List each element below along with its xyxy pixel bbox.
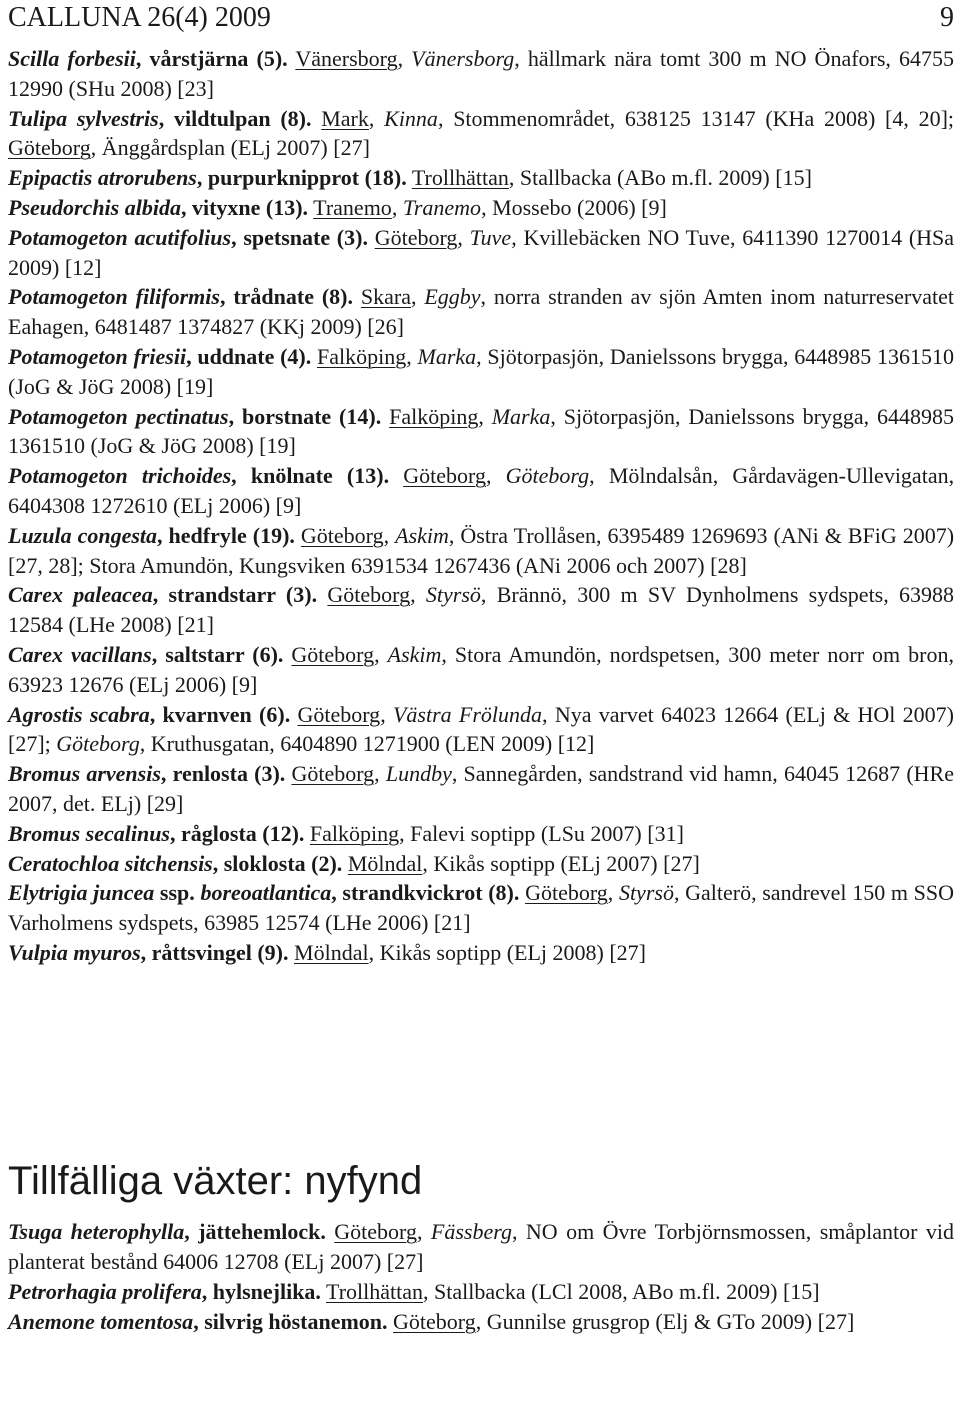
parish: Styrsö (425, 582, 481, 608)
locality-text: Gunnilse grusgrop (Elj & GTo 2009) [27] (486, 1309, 855, 1334)
species-entry: Agrostis scabra, kvarnven (6). Göteborg, Västra Frölunda, Nya varvet 64023 12664 (ELj & HOl 2007) [27]; Göteborg, Kruthusgatan, 6404890 1271900 (LEN 2009) [12] (8, 701, 955, 757)
species-name: Carex paleacea (8, 582, 153, 608)
species-name: Potamogeton acutifolius (8, 224, 232, 250)
trivial-name: hylsnejlika. (212, 1279, 321, 1304)
locality-text: Sjötorpasjön, Danielssons brygga, 6448985 1361510 (JoG & JöG 2008) [19] (8, 403, 955, 459)
municipality-link[interactable]: Göteborg (291, 641, 375, 667)
municipality-link[interactable]: Göteborg (327, 582, 411, 608)
trivial-name: jättehemlock. (198, 1219, 326, 1244)
parish: Lundby (385, 761, 452, 787)
trivial-name: sloklosta (2). (223, 850, 343, 876)
parish: Marka (491, 403, 551, 429)
locality-text: Stommenområdet, 638125 13147 (KHa 2008) [4, 20]; (453, 105, 955, 131)
municipality-link[interactable]: Göteborg (393, 1309, 476, 1334)
trivial-name: hedfryle (19). (168, 522, 295, 548)
locality-text: Stallbacka (ABo m.fl. 2009) [15] (519, 165, 812, 191)
species-entry: Potamogeton pectinatus, borstnate (14). Falköping, Marka, Sjötorpasjön, Danielssons brygga, 6448985 1361510 (JoG & JöG 2008) [19] (8, 403, 955, 459)
trivial-name: purpurknipprot (18). (207, 165, 407, 191)
species-entry: Petrorhagia prolifera, hylsnejlika. Trollhättan, Stallbacka (LCl 2008, ABo m.fl. 2009) [15] (8, 1279, 820, 1304)
subspecies-label: ssp. (159, 880, 195, 906)
municipality-link[interactable]: Trollhättan (326, 1279, 424, 1304)
trivial-name: vityxne (13). (191, 194, 309, 220)
locality-text: norra stranden av sjön Amten inom naturreservatet Eahagen, 6481487 1374827 (KKj 2009) [26] (8, 284, 955, 340)
species-name: Tsuga heterophylla (8, 1219, 185, 1244)
parish: Göteborg (56, 731, 140, 757)
species-name: Luzula congesta (8, 522, 158, 548)
species-entry: Potamogeton acutifolius, spetsnate (3). Göteborg, Tuve, Kvillebäcken NO Tuve, 6411390 1270014 (HSa 2009) [12] (8, 224, 955, 280)
trivial-name: saltstarr (6). (165, 641, 284, 667)
species-name: Potamogeton trichoides (8, 463, 232, 489)
trivial-name: vildtulpan (8). (173, 105, 312, 131)
trivial-name: kvarnven (6). (162, 701, 291, 727)
municipality-link[interactable]: Skara (360, 284, 411, 310)
locality-text: NO om Övre Torbjörnsmossen, småplantor vid planterat bestånd 64006 12708 (ELj 2007) [27] (8, 1219, 954, 1274)
page-number: 9 (940, 2, 954, 33)
locality-text: Änggårdsplan (ELj 2007) [27] (101, 135, 370, 161)
species-name: Anemone tomentosa (8, 1309, 194, 1334)
trivial-name: råglosta (12). (181, 820, 305, 846)
municipality-link[interactable]: Falköping (317, 343, 407, 369)
municipality-link[interactable]: Mark (321, 105, 369, 131)
species-name: Elytrigia juncea (8, 880, 155, 906)
parish: Kinna (384, 105, 438, 131)
municipality-link[interactable]: Falköping (389, 403, 479, 429)
locality-text: Stallbacka (LCl 2008, ABo m.fl. 2009) [15] (434, 1279, 820, 1304)
species-entry: Pseudorchis albida, vityxne (13). Tranemo, Tranemo, Mossebo (2006) [9] (8, 194, 667, 220)
parish: Eggby (424, 284, 481, 310)
parish: Västra Frölunda (392, 701, 543, 727)
species-name: Agrostis scabra (8, 701, 150, 727)
species-name: Potamogeton filiformis (8, 284, 220, 310)
species-entry: Vulpia myuros, råttsvingel (9). Mölndal, Kikås soptipp (ELj 2008) [27] (8, 939, 646, 965)
locality-text: Falevi soptipp (LSu 2007) [31] (410, 820, 684, 846)
municipality-link[interactable]: Mölndal (294, 939, 369, 965)
parish: Vänersborg (411, 46, 515, 71)
species-entry: Bromus arvensis, renlosta (3). Göteborg, Lundby, Sannegården, sandstrand vid hamn, 64045 12687 (HRe 2007, det. ELj) [29] (8, 761, 954, 816)
trivial-name: renlosta (3). (172, 761, 286, 787)
trivial-name: spetsnate (3). (243, 224, 368, 250)
locality-text: Mölndalsån, Gårdavägen-Ullevigatan, 6404308 1272610 (ELj 2006) [9] (8, 463, 955, 518)
species-entry: Carex paleacea, strandstarr (3). Göteborg, Styrsö, Brännö, 300 m SV Dynholmens sydspets, 63988 12584 (LHe 2008) [21] (8, 582, 955, 638)
parish: Askim (395, 522, 449, 548)
species-entry: Tulipa sylvestris, vildtulpan (8). Mark, Kinna, Stommenområdet, 638125 13147 (KHa 2008) [4, 20]; Göteborg, Änggårdsplan (ELj 2007) [27] (8, 105, 955, 161)
parish: Göteborg (505, 463, 590, 489)
trivial-name: silvrig höstanemon. (204, 1309, 388, 1334)
subspecies-name: boreoatlantica (200, 880, 332, 906)
species-name: Potamogeton friesii (8, 343, 187, 369)
parish: Fässberg (430, 1219, 512, 1244)
species-entry: Potamogeton trichoides, knölnate (13). Göteborg, Göteborg, Mölndalsån, Gårdavägen-Ullevigatan, 6404308 1272610 (ELj 2006) [9] (8, 463, 955, 518)
species-entry: Bromus secalinus, råglosta (12). Falköping, Falevi soptipp (LSu 2007) [31] (8, 820, 684, 846)
municipality-link[interactable]: Falköping (309, 820, 400, 846)
species-entry: Luzula congesta, hedfryle (19). Göteborg, Askim, Östra Trollåsen, 6395489 1269693 (ANi & BFiG 2007) [27, 28]; Stora Amundön, Kungsviken 6391534 1267436 (ANi 2006 och 2007) [28] (8, 522, 955, 578)
journal-issue: CALLUNA 26(4) 2009 (8, 2, 271, 33)
municipality-link[interactable]: Göteborg (291, 761, 375, 787)
parish: Tuve (469, 224, 512, 250)
municipality-link[interactable]: Göteborg (297, 701, 381, 727)
parish: Marka (417, 343, 477, 369)
species-entry: Elytrigia juncea ssp. boreoatlantica, strandkvickrot (8). Göteborg, Styrsö, Galterö, sandrevel 150 m SSO Varholmens sydspets, 63985 12574 (LHe 2006) [21] (8, 880, 955, 936)
locality-text: Östra Trollåsen, 6395489 1269693 (ANi & BFiG 2007) [27, 28]; Stora Amundön, Kungsviken 6391534 1267436 (ANi 2006 och 2007) [28] (8, 522, 955, 578)
locality-text: Sjötorpasjön, Danielssons brygga, 6448985 1361510 (JoG & JöG 2008) [19] (8, 343, 955, 399)
municipality-link[interactable]: Göteborg (8, 135, 91, 161)
species-name: Bromus arvensis (8, 761, 161, 787)
species-name: Bromus secalinus (8, 820, 170, 846)
municipality-link[interactable]: Göteborg (334, 1219, 417, 1244)
section-heading: Tillfälliga växter: nyfynd (8, 1159, 423, 1203)
species-entry: Epipactis atrorubens, purpurknipprot (18). Trollhättan, Stallbacka (ABo m.fl. 2009) [15] (8, 165, 812, 191)
locality-text: Mossebo (2006) [9] (492, 194, 667, 220)
species-name: Carex vacillans (8, 641, 152, 667)
species-name: Pseudorchis albida (8, 194, 181, 220)
species-entry: Scilla forbesii, vårstjärna (5). Vänersborg, Vänersborg, hällmark nära tomt 300 m NO Önafors, 64755 12990 (SHu 2008) [23] (8, 46, 954, 101)
locality-text: Kruthusgatan, 6404890 1271900 (LEN 2009) [12] (150, 731, 595, 757)
municipality-link[interactable]: Göteborg (403, 463, 486, 489)
species-name: Scilla forbesii (8, 46, 136, 71)
running-header (8, 2, 954, 34)
municipality-link[interactable]: Tranemo (313, 194, 392, 220)
trivial-name: borstnate (14). (241, 403, 382, 429)
species-entry: Potamogeton friesii, uddnate (4). Falköping, Marka, Sjötorpasjön, Danielssons brygga, 6448985 1361510 (JoG & JöG 2008) [19] (8, 343, 955, 399)
trivial-name: knölnate (13). (250, 463, 390, 489)
species-name: Ceratochloa sitchensis (8, 850, 213, 876)
municipality-link[interactable]: Mölndal (347, 850, 423, 876)
species-entry: Carex vacillans, saltstarr (6). Göteborg, Askim, Stora Amundön, nordspetsen, 300 meter norr om bron, 63923 12676 (ELj 2006) [9] (8, 641, 954, 697)
locality-text: Kvillebäcken NO Tuve, 6411390 1270014 (HSa 2009) [12] (8, 224, 955, 280)
parish: Askim (387, 641, 442, 667)
species-list (8, 44, 954, 968)
municipality-link[interactable]: Göteborg (525, 880, 608, 906)
trivial-name: strandstarr (3). (168, 582, 318, 608)
species-entry: Tsuga heterophylla, jättehemlock. Göteborg, Fässberg, NO om Övre Torbjörnsmossen, småplantor vid planterat bestånd 64006 12708 (ELj 2007) [27] (8, 1219, 954, 1274)
locality-text: Stora Amundön, nordspetsen, 300 meter norr om bron, 63923 12676 (ELj 2006) [9] (8, 641, 954, 697)
species-name: Epipactis atrorubens (8, 165, 197, 191)
parish: Styrsö (618, 880, 674, 906)
species-name: Petrorhagia prolifera (8, 1279, 202, 1304)
species-entry: Anemone tomentosa, silvrig höstanemon. Göteborg, Gunnilse grusgrop (Elj & GTo 2009) [27] (8, 1309, 855, 1334)
locality-text: Kikås soptipp (ELj 2007) [27] (433, 850, 700, 876)
trivial-name: uddnate (4). (197, 343, 312, 369)
municipality-link[interactable]: Trollhättan (411, 165, 509, 191)
locality-text: Galterö, sandrevel 150 m SSO Varholmens sydspets, 63985 12574 (LHe 2006) [21] (8, 880, 955, 936)
municipality-link[interactable]: Göteborg (374, 224, 458, 250)
parish: Tranemo (402, 194, 482, 220)
trivial-name: vårstjärna (5). (149, 46, 288, 71)
locality-text: hällmark nära tomt 300 m NO Önafors, 64755 12990 (SHu 2008) [23] (8, 46, 954, 101)
municipality-link[interactable]: Vänersborg (295, 46, 398, 71)
casual-species-list (8, 1217, 954, 1337)
trivial-name: råttsvingel (9). (151, 939, 289, 965)
locality-text: Sannegården, sandstrand vid hamn, 64045 12687 (HRe 2007, det. ELj) [29] (8, 761, 954, 816)
municipality-link[interactable]: Göteborg (300, 522, 384, 548)
species-name: Potamogeton pectinatus (8, 403, 229, 429)
species-name: Tulipa sylvestris (8, 105, 159, 131)
locality-text: Nya varvet 64023 12664 (ELj & HOl 2007) [27]; (8, 701, 955, 757)
species-entry: Potamogeton filiformis, trådnate (8). Skara, Eggby, norra stranden av sjön Amten inom naturreservatet Eahagen, 6481487 1374827 (KKj 2009) [26] (8, 284, 955, 340)
trivial-name: trådnate (8). (233, 284, 354, 310)
species-entry: Ceratochloa sitchensis, sloklosta (2). Mölndal, Kikås soptipp (ELj 2007) [27] (8, 850, 700, 876)
species-name: Vulpia myuros (8, 939, 141, 965)
locality-text: Brännö, 300 m SV Dynholmens sydspets, 63988 12584 (LHe 2008) [21] (8, 582, 955, 638)
trivial-name: strandkvickrot (8). (342, 880, 520, 906)
locality-text: Kikås soptipp (ELj 2008) [27] (379, 939, 646, 965)
